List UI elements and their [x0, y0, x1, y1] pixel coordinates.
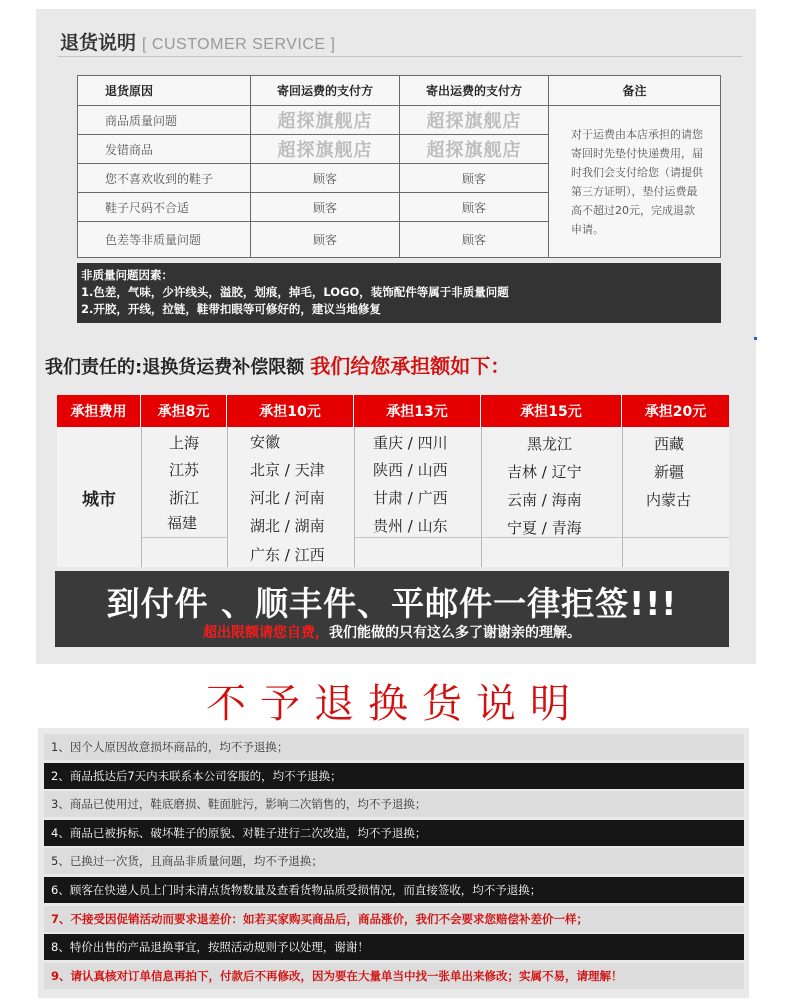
city-cell: 云南 / 海南 — [507, 491, 582, 509]
city-cell: 陕西 / 山西 — [373, 461, 448, 479]
compensation-title — [45, 350, 510, 379]
city-cell: 内蒙古 — [646, 491, 692, 509]
row-reason: 色差等非质量问题 — [78, 222, 251, 257]
no-return-item: 4、商品已被拆标、破坏鞋子的原貌、对鞋子进行二次改造，均不予退换； — [44, 820, 744, 846]
header-10: 承担10元 — [227, 395, 354, 427]
header-send-payer: 寄出运费的支付方 — [400, 76, 549, 106]
city-cell: 宁夏 / 青海 — [507, 519, 582, 537]
no-return-item: 3、商品已使用过，鞋底磨损、鞋面脏污，影响二次销售的，均不予退换； — [44, 791, 744, 817]
row-return-payer: 顾客 — [251, 193, 400, 222]
row-send-payer: 顾客 — [400, 222, 549, 257]
header-reason: 退货原因 — [78, 76, 251, 106]
city-cell: 黑龙江 — [527, 435, 573, 453]
refuse-main-text: 到付件 、顺丰件、平邮件一律拒签!!! — [106, 584, 678, 623]
header-fee: 承担费用 — [57, 395, 141, 427]
grid-line — [141, 537, 227, 538]
city-cell: 安徽 — [250, 433, 281, 451]
refuse-sub-text — [55, 622, 729, 642]
header-return-payer: 寄回运费的支付方 — [251, 76, 400, 106]
no-return-item: 9、请认真核对订单信息再拍下，付款后不再修改，因为要在大量单当中找一张单出来修改；实属不易，请理解！ — [44, 963, 744, 989]
non-quality-notice — [77, 263, 721, 323]
no-return-item: 8、特价出售的产品退换事宜，按照活动规则予以处理，谢谢！ — [44, 934, 744, 960]
city-cell: 江苏 — [169, 461, 200, 479]
row-reason: 鞋子尺码不合适 — [78, 193, 251, 222]
row-reason: 商品质量问题 — [78, 106, 251, 135]
city-cell: 贵州 / 山东 — [373, 517, 448, 535]
city-cell: 新疆 — [654, 463, 685, 481]
refuse-sub-white: 我们能做的只有这么多了谢谢亲的理解。 — [329, 625, 581, 641]
row-reason: 发错商品 — [78, 135, 251, 164]
non-quality-line-2: 2.开胶，开线，拉链，鞋带扣眼等可修好的，建议当地修复 — [81, 302, 381, 316]
city-row-label: 城市 — [82, 489, 116, 510]
row-return-payer: 顾客 — [251, 222, 400, 257]
city-cell: 广东 / 江西 — [250, 546, 325, 564]
city-cell: 吉林 / 辽宁 — [507, 463, 582, 481]
city-cell: 浙江 — [169, 489, 200, 507]
city-cell: 河北 / 河南 — [250, 489, 325, 507]
stray-dot — [754, 337, 757, 340]
city-cell: 北京 / 天津 — [250, 461, 325, 479]
no-return-item: 1、因个人原因故意损坏商品的，均不予退换； — [44, 734, 744, 760]
section-title — [60, 28, 335, 55]
no-return-item: 6、顾客在快递人员上门时未清点货物数量及查看货物品质受损情况，而直接签收，均不予退换； — [44, 877, 744, 903]
row-send-payer: 超探旗舰店 — [400, 135, 549, 164]
city-cell: 湖北 / 湖南 — [250, 517, 325, 535]
header-20: 承担20元 — [622, 395, 729, 427]
non-quality-line-1: 1.色差，气味，少许线头，溢胶，划痕，掉毛，LOGO，装饰配件等属于非质量问题 — [81, 285, 509, 299]
row-send-payer: 顾客 — [400, 164, 549, 193]
compensation-title-main: 我们责任的:退换货运费补偿限额 — [45, 357, 305, 378]
grid-line — [141, 427, 142, 567]
city-cell: 重庆 / 四川 — [373, 434, 448, 452]
section-title-en: [ CUSTOMER SERVICE ] — [142, 36, 336, 53]
city-cell: 甘肃 / 广西 — [373, 489, 448, 507]
compensation-title-red: 我们给您承担额如下： — [310, 354, 511, 378]
row-return-payer: 超探旗舰店 — [251, 135, 400, 164]
no-return-item: 5、已换过一次货，且商品非质量问题，均不予退换； — [44, 848, 744, 874]
non-quality-title: 非质量问题因素： — [81, 268, 173, 282]
grid-line — [227, 427, 228, 567]
header-13: 承担13元 — [354, 395, 481, 427]
city-cell: 西藏 — [654, 435, 685, 453]
header-15: 承担15元 — [481, 395, 622, 427]
title-divider — [58, 56, 742, 57]
compensation-table — [57, 395, 729, 567]
return-cost-table — [77, 75, 721, 258]
refuse-notice — [55, 571, 729, 647]
row-return-payer: 顾客 — [251, 164, 400, 193]
row-send-payer: 顾客 — [400, 193, 549, 222]
no-return-item: 7、不接受因促销活动而要求退差价：如若买家购买商品后，商品涨价，我们不会要求您赔偿补差价一样； — [44, 906, 744, 932]
no-return-title: 不予退换货说明 — [206, 681, 584, 727]
shipping-note: 对于运费由本店承担的请您寄回时先垫付快递费用，届时我们会支付给您（请提供第三方证明），垫付运费最高不超过20元，完成退款申请。 — [571, 127, 703, 236]
city-cell: 福建 — [167, 514, 198, 532]
row-return-payer: 超探旗舰店 — [251, 106, 400, 135]
grid-line — [354, 427, 355, 567]
refuse-sub-red: 超出限额请您自费， — [203, 625, 329, 641]
grid-line — [622, 427, 623, 567]
city-cell: 上海 — [169, 434, 200, 452]
row-send-payer: 超探旗舰店 — [400, 106, 549, 135]
grid-line — [481, 427, 482, 567]
header-8: 承担8元 — [141, 395, 227, 427]
header-note: 备注 — [549, 76, 720, 106]
no-return-item: 2、商品抵达后7天内未联系本公司客服的，均不予退换； — [44, 763, 744, 789]
row-reason: 您不喜欢收到的鞋子 — [78, 164, 251, 193]
section-title-cn: 退货说明 — [60, 32, 137, 54]
